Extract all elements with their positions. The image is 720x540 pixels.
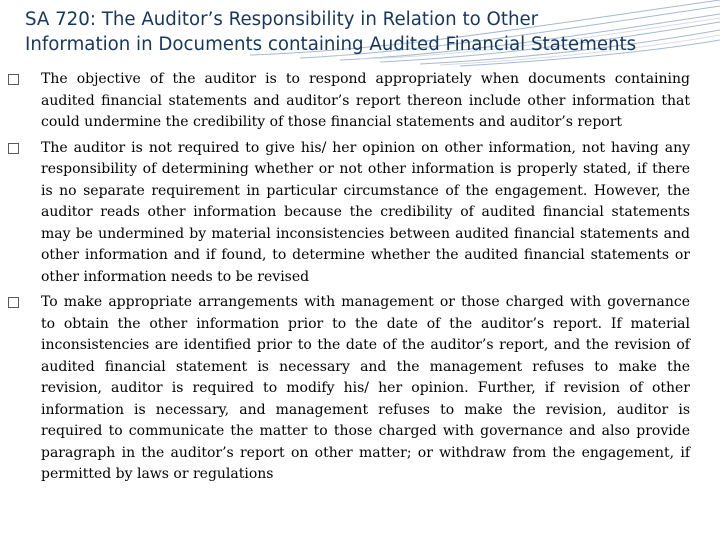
bullet-item: [41, 69, 690, 134]
square-outline-icon: [8, 74, 19, 85]
bullet-item: [41, 292, 690, 486]
title-line-1: SA 720: The Auditor’s Responsibility in Relation to Other: [25, 9, 539, 30]
bullet-list: [0, 69, 720, 490]
slide-title: [25, 7, 715, 57]
square-outline-icon: [8, 143, 19, 154]
bullet-item: [41, 138, 690, 289]
bullet-text: To make appropriate arrangements with management or those charged with governance to obtain the other information prior to the date of the auditor’s report. If material inconsistencies are identified prior to the date of the auditor’s report, and the revision of audited financial statement is necessary and the management refuses to make the revision, auditor is required to modify his/ her opinion. Further, if revision of other information is necessary, and management refuses to make the revision, auditor is required to communicate the matter to those charged with governance and also provide paragraph in the auditor’s report on other matter; or withdraw from the engagement, if permitted by laws or regulations: [41, 294, 690, 482]
bullet-text: The auditor is not required to give his/ her opinion on other information, not having any responsibility of determining whether or not other information is properly stated, if there is no separate requirement in particular circumstance of the engagement. However, the auditor reads other information because the credibility of audited financial statements may be undermined by material inconsistencies between audited financial statements and other information and if found, to determine whether the audited financial statements or other information needs to be revised: [41, 139, 690, 285]
title-line-2: Information in Documents containing Audited Financial Statements: [25, 34, 637, 55]
square-outline-icon: [8, 297, 19, 308]
bullet-text: The objective of the auditor is to respond appropriately when documents containing audited financial statements and auditor’s report thereon include other information that could undermine the credibility of those financial statements and auditor’s report: [41, 71, 690, 130]
